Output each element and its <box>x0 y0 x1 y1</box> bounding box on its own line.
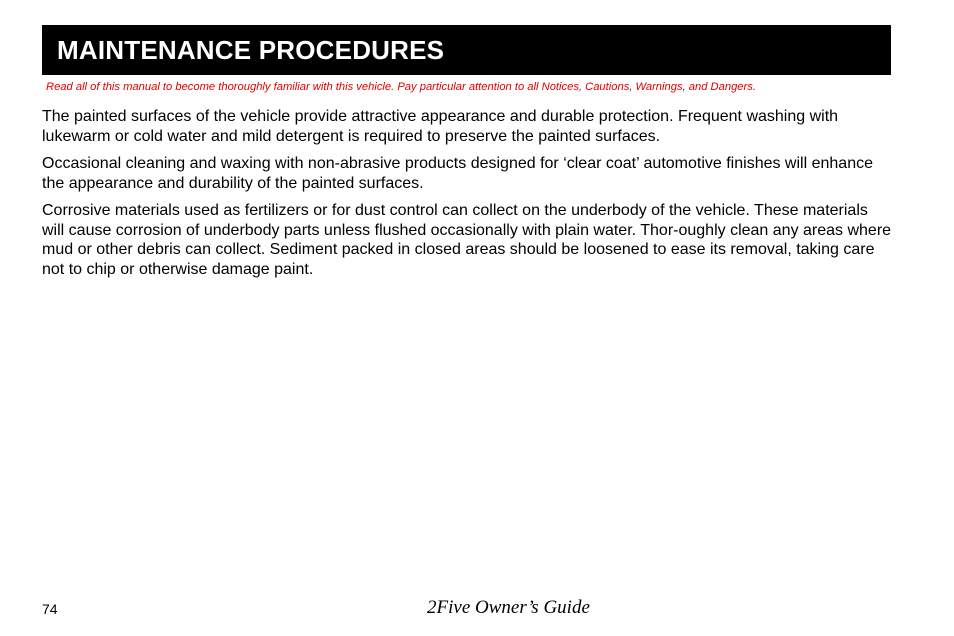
safety-warning-note: Read all of this manual to become thoroughly familiar with this vehicle. Pay particular attention to all Notices, Cautions, Warnings, and Dangers. <box>46 81 756 93</box>
body-content <box>42 107 894 287</box>
paragraph-painted-surfaces: The painted surfaces of the vehicle provide attractive appearance and durable protection. Frequent washing with lukewarm or cold water and mild detergent is required to preserve the painted surfaces. <box>42 108 839 145</box>
section-title: MAINTENANCE PROCEDURES <box>57 34 445 65</box>
paragraph-cleaning-waxing: Occasional cleaning and waxing with non-abrasive products designed for ‘clear coat’ automotive finishes will enhance the appearance and durability of the painted surfaces. <box>42 155 873 192</box>
section-title-bar <box>42 25 891 75</box>
paragraph-corrosive-materials: Corrosive materials used as fertilizers or for dust control can collect on the underbody of the vehicle. These materials will cause corrosion of underbody parts unless flushed occasionally with plain water. Thor-oughly clean any areas where mud or other debris can collect. Sediment packed in closed areas should be loosened to ease its removal, taking care not to chip or otherwise damage paint. <box>42 202 892 278</box>
page-number: 74 <box>42 601 58 617</box>
guide-title: 2Five Owner’s Guide <box>427 597 590 618</box>
